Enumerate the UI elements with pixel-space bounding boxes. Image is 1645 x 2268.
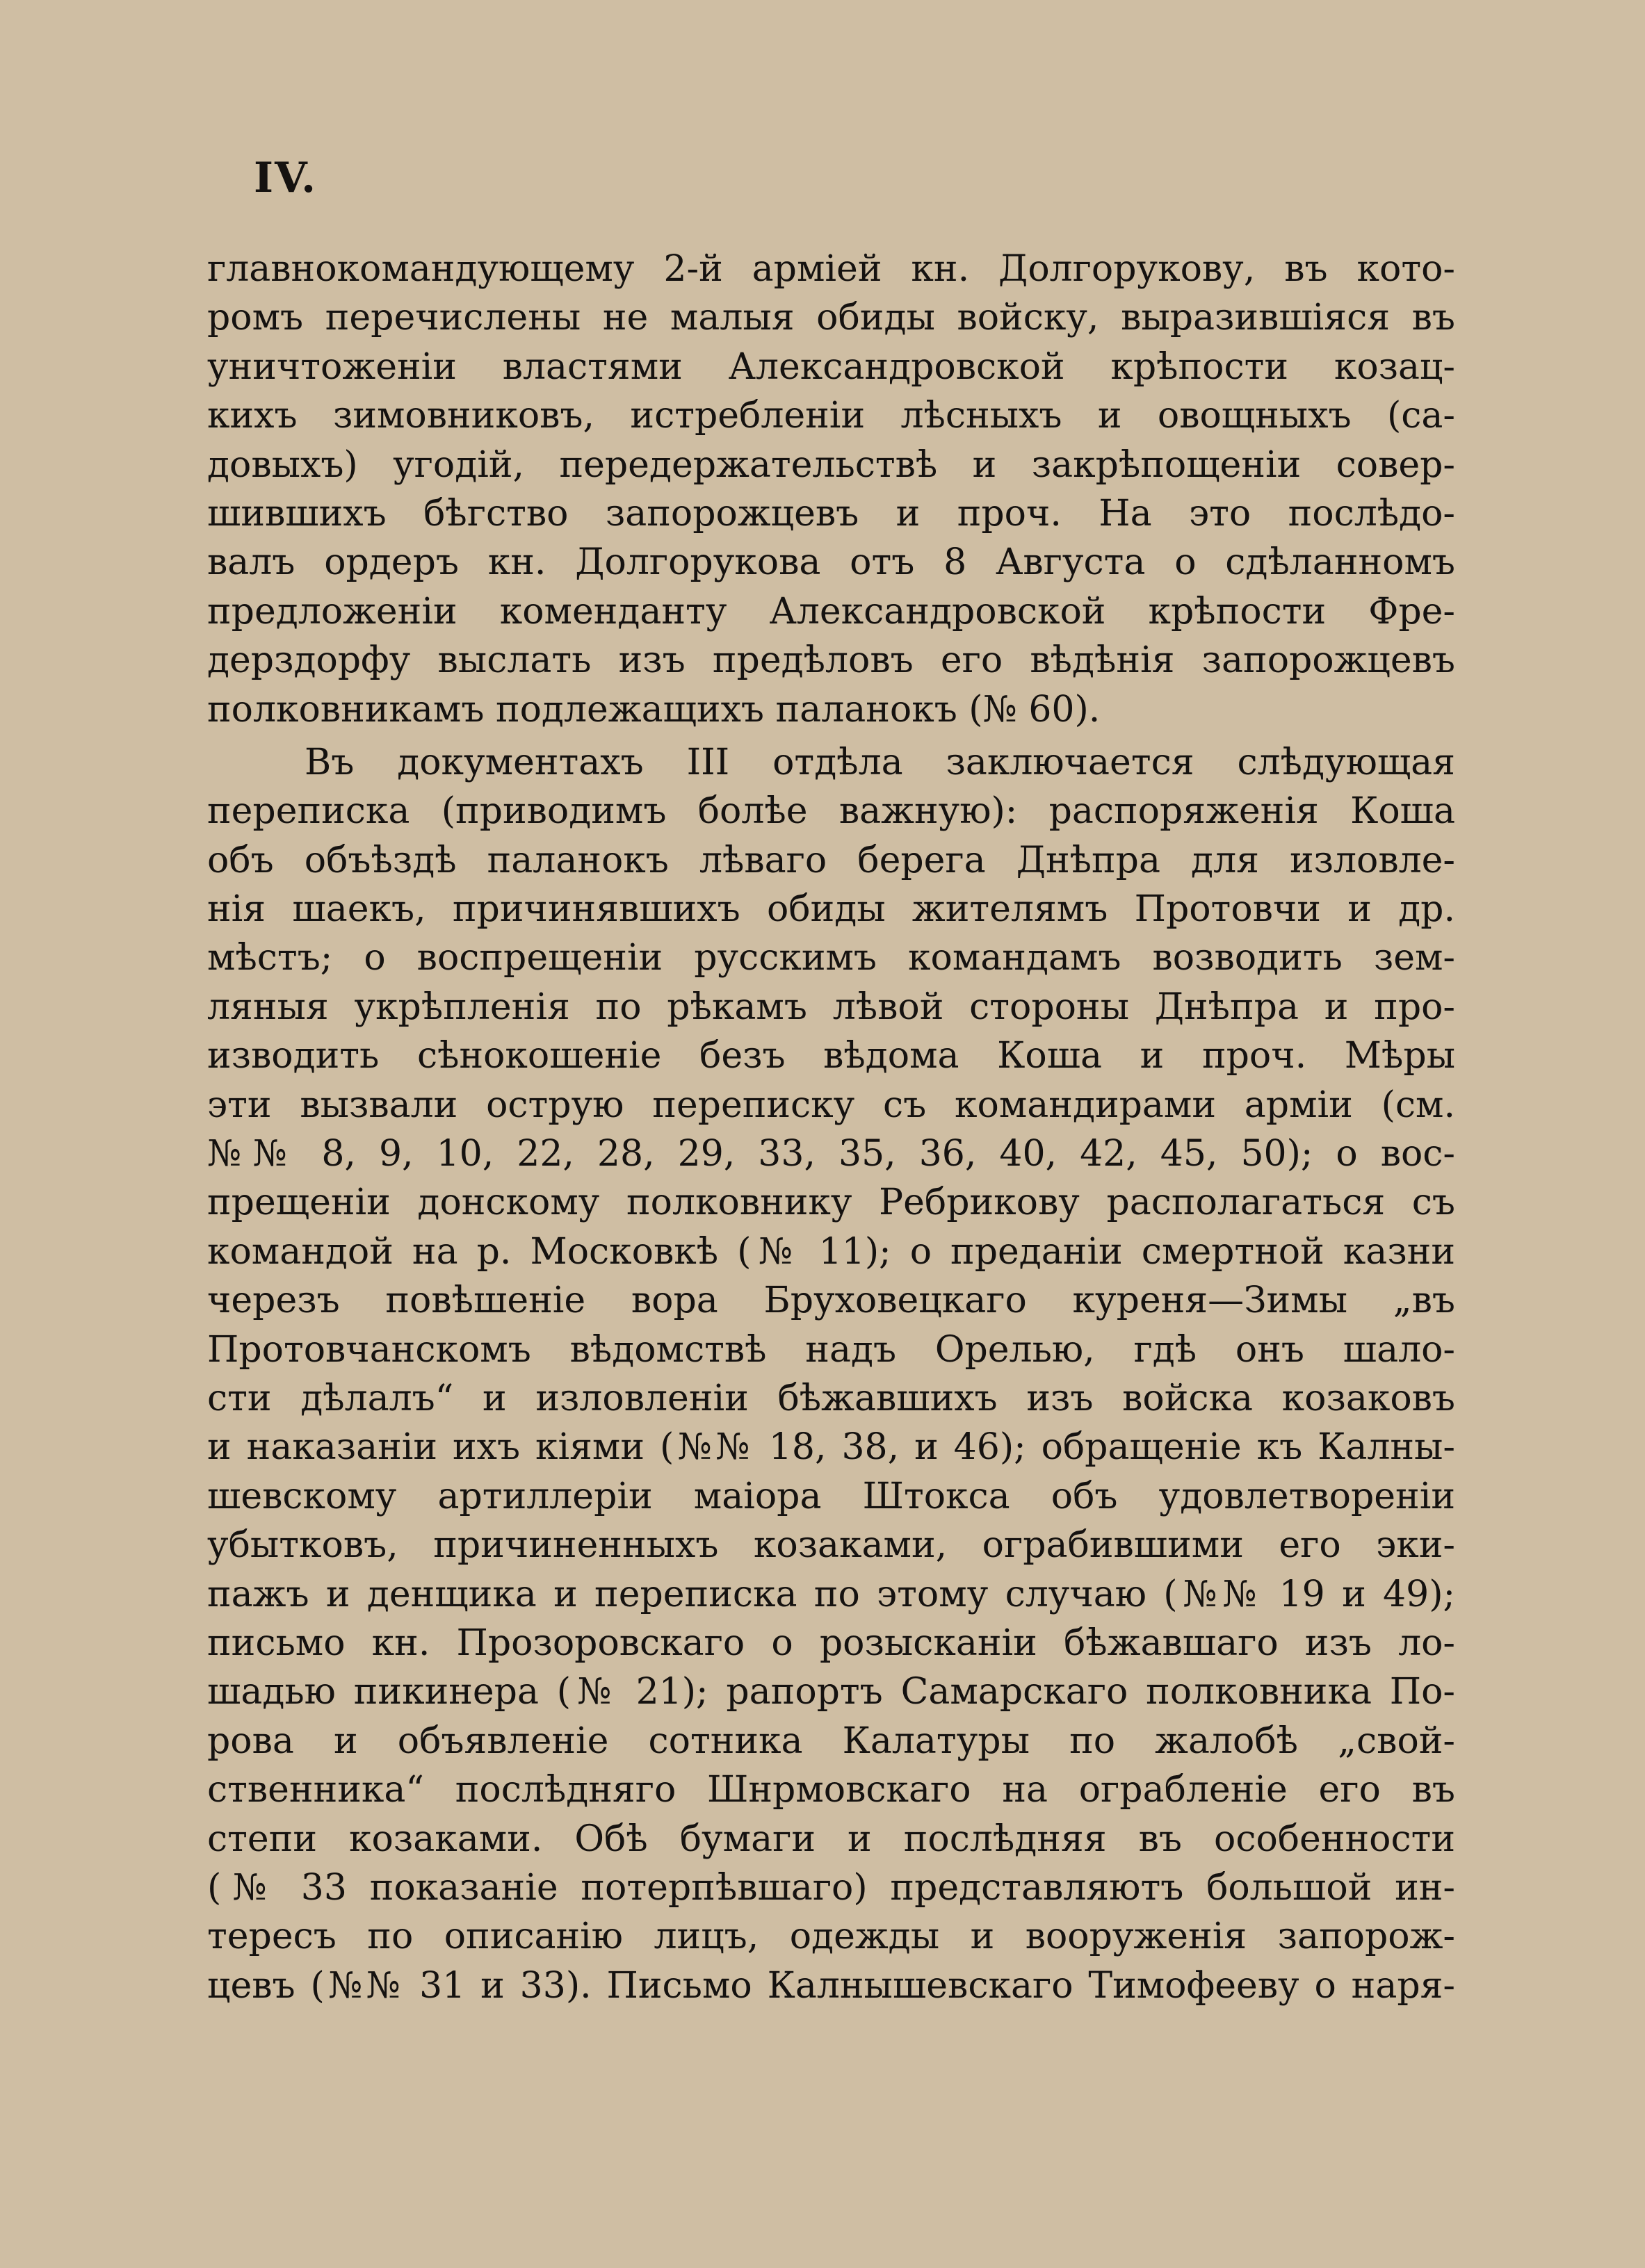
text-line: объ объѣздѣ паланокъ лѣваго берега Днѣпра для изловле- — [207, 839, 1455, 881]
text-line: письмо кн. Прозоровскаго о розысканіи бѣжавшаго изъ ло- — [207, 1622, 1455, 1664]
text-line: эти вызвали острую переписку съ командирами арміи (см. — [207, 1084, 1455, 1126]
text-line: прещеніи донскому полковнику Ребрикову располагаться съ — [207, 1182, 1455, 1224]
text-line: главнокомандующему 2-й арміей кн. Долгорукову, въ кото- — [207, 248, 1455, 290]
text-line: уничтоженіи властями Александровской крѣпости козац- — [207, 345, 1455, 388]
text-line: кихъ зимовниковъ, истребленіи лѣсныхъ и овощныхъ (са- — [207, 395, 1455, 437]
text-line: мѣстъ; о воспрещеніи русскимъ командамъ возводить зем- — [207, 937, 1455, 979]
text-line: предложеніи коменданту Александровской крѣпости Фре- — [207, 590, 1455, 633]
text-line: командой на р. Московкѣ (№ 11); о преданіи смертной казни — [207, 1230, 1455, 1273]
text-line: (№ 33 показаніе потерпѣвшаго) представляютъ большой ин- — [207, 1866, 1455, 1909]
text-line: тересъ по описанію лицъ, одежды и вооруженія запорож- — [207, 1916, 1455, 1958]
text-line: пажъ и денщика и переписка по этому случаю (№№ 19 и 49); — [207, 1573, 1455, 1615]
text-line: ственника“ послѣдняго Шнрмовскаго на ограбленіе его въ — [207, 1769, 1455, 1811]
text-line: дерздорфу выслать изъ предѣловъ его вѣдѣнія запорожцевъ — [207, 639, 1455, 682]
text-line: довыхъ) угодій, передержательствѣ и закрѣпощеніи совер- — [207, 443, 1455, 486]
text-line: Протовчанскомъ вѣдомствѣ надъ Орелью, гдѣ онъ шало- — [207, 1328, 1455, 1371]
text-line: сти дѣлалъ“ и изловленіи бѣжавшихъ изъ войска козаковъ — [207, 1377, 1455, 1419]
text-line: нія шаекъ, причинявшихъ обиды жителямъ Протовчи и др. — [207, 888, 1455, 931]
text-line: №№ 8, 9, 10, 22, 28, 29, 33, 35, 36, 40, 42, 45, 50); о вос- — [207, 1133, 1455, 1175]
text-line: шадью пикинера (№ 21); рапортъ Самарскаго полковника По- — [207, 1671, 1455, 1713]
text-line: валъ ордеръ кн. Долгорукова отъ 8 Августа о сдѣланномъ — [207, 541, 1455, 584]
text-line: убытковъ, причиненныхъ козаками, ограбившими его эки- — [207, 1524, 1455, 1567]
paragraph-1 — [207, 245, 1455, 734]
body-text — [207, 245, 1455, 2010]
text-line: Въ документахъ III отдѣла заключается слѣдующая — [305, 741, 1455, 783]
text-line: изводить сѣнокошеніе безъ вѣдома Коша и проч. Мѣры — [207, 1035, 1455, 1077]
paragraph-2 — [207, 738, 1455, 2010]
text-line: шившихъ бѣгство запорожцевъ и проч. На это послѣдо- — [207, 492, 1455, 535]
text-line: ромъ перечислены не малыя обиды войску, выразившіяся въ — [207, 297, 1455, 339]
text-line: степи козаками. Обѣ бумаги и послѣдняя въ особенности — [207, 1818, 1455, 1860]
page-number: IV. — [254, 154, 318, 202]
text-line: шевскому артиллеріи маіора Штокса объ удовлетвореніи — [207, 1475, 1455, 1517]
text-line: и наказаніи ихъ кіями (№№ 18, 38, и 46); обращеніе къ Калны- — [207, 1426, 1455, 1469]
text-line: переписка (приводимъ болѣе важную): распоряженія Коша — [207, 790, 1455, 833]
text-line: цевъ (№№ 31 и 33). Письмо Калнышевскаго Тимофееву о наря- — [207, 1964, 1455, 2007]
text-line: черезъ повѣшеніе вора Бруховецкаго куреня—Зимы „въ — [207, 1280, 1455, 1322]
text-line: ляныя укрѣпленія по рѣкамъ лѣвой стороны Днѣпра и про- — [207, 986, 1455, 1028]
text-line: рова и объявленіе сотника Калатуры по жалобѣ „свой- — [207, 1720, 1455, 1762]
text-line: полковникамъ подлежащихъ паланокъ (№ 60). — [207, 688, 1101, 731]
